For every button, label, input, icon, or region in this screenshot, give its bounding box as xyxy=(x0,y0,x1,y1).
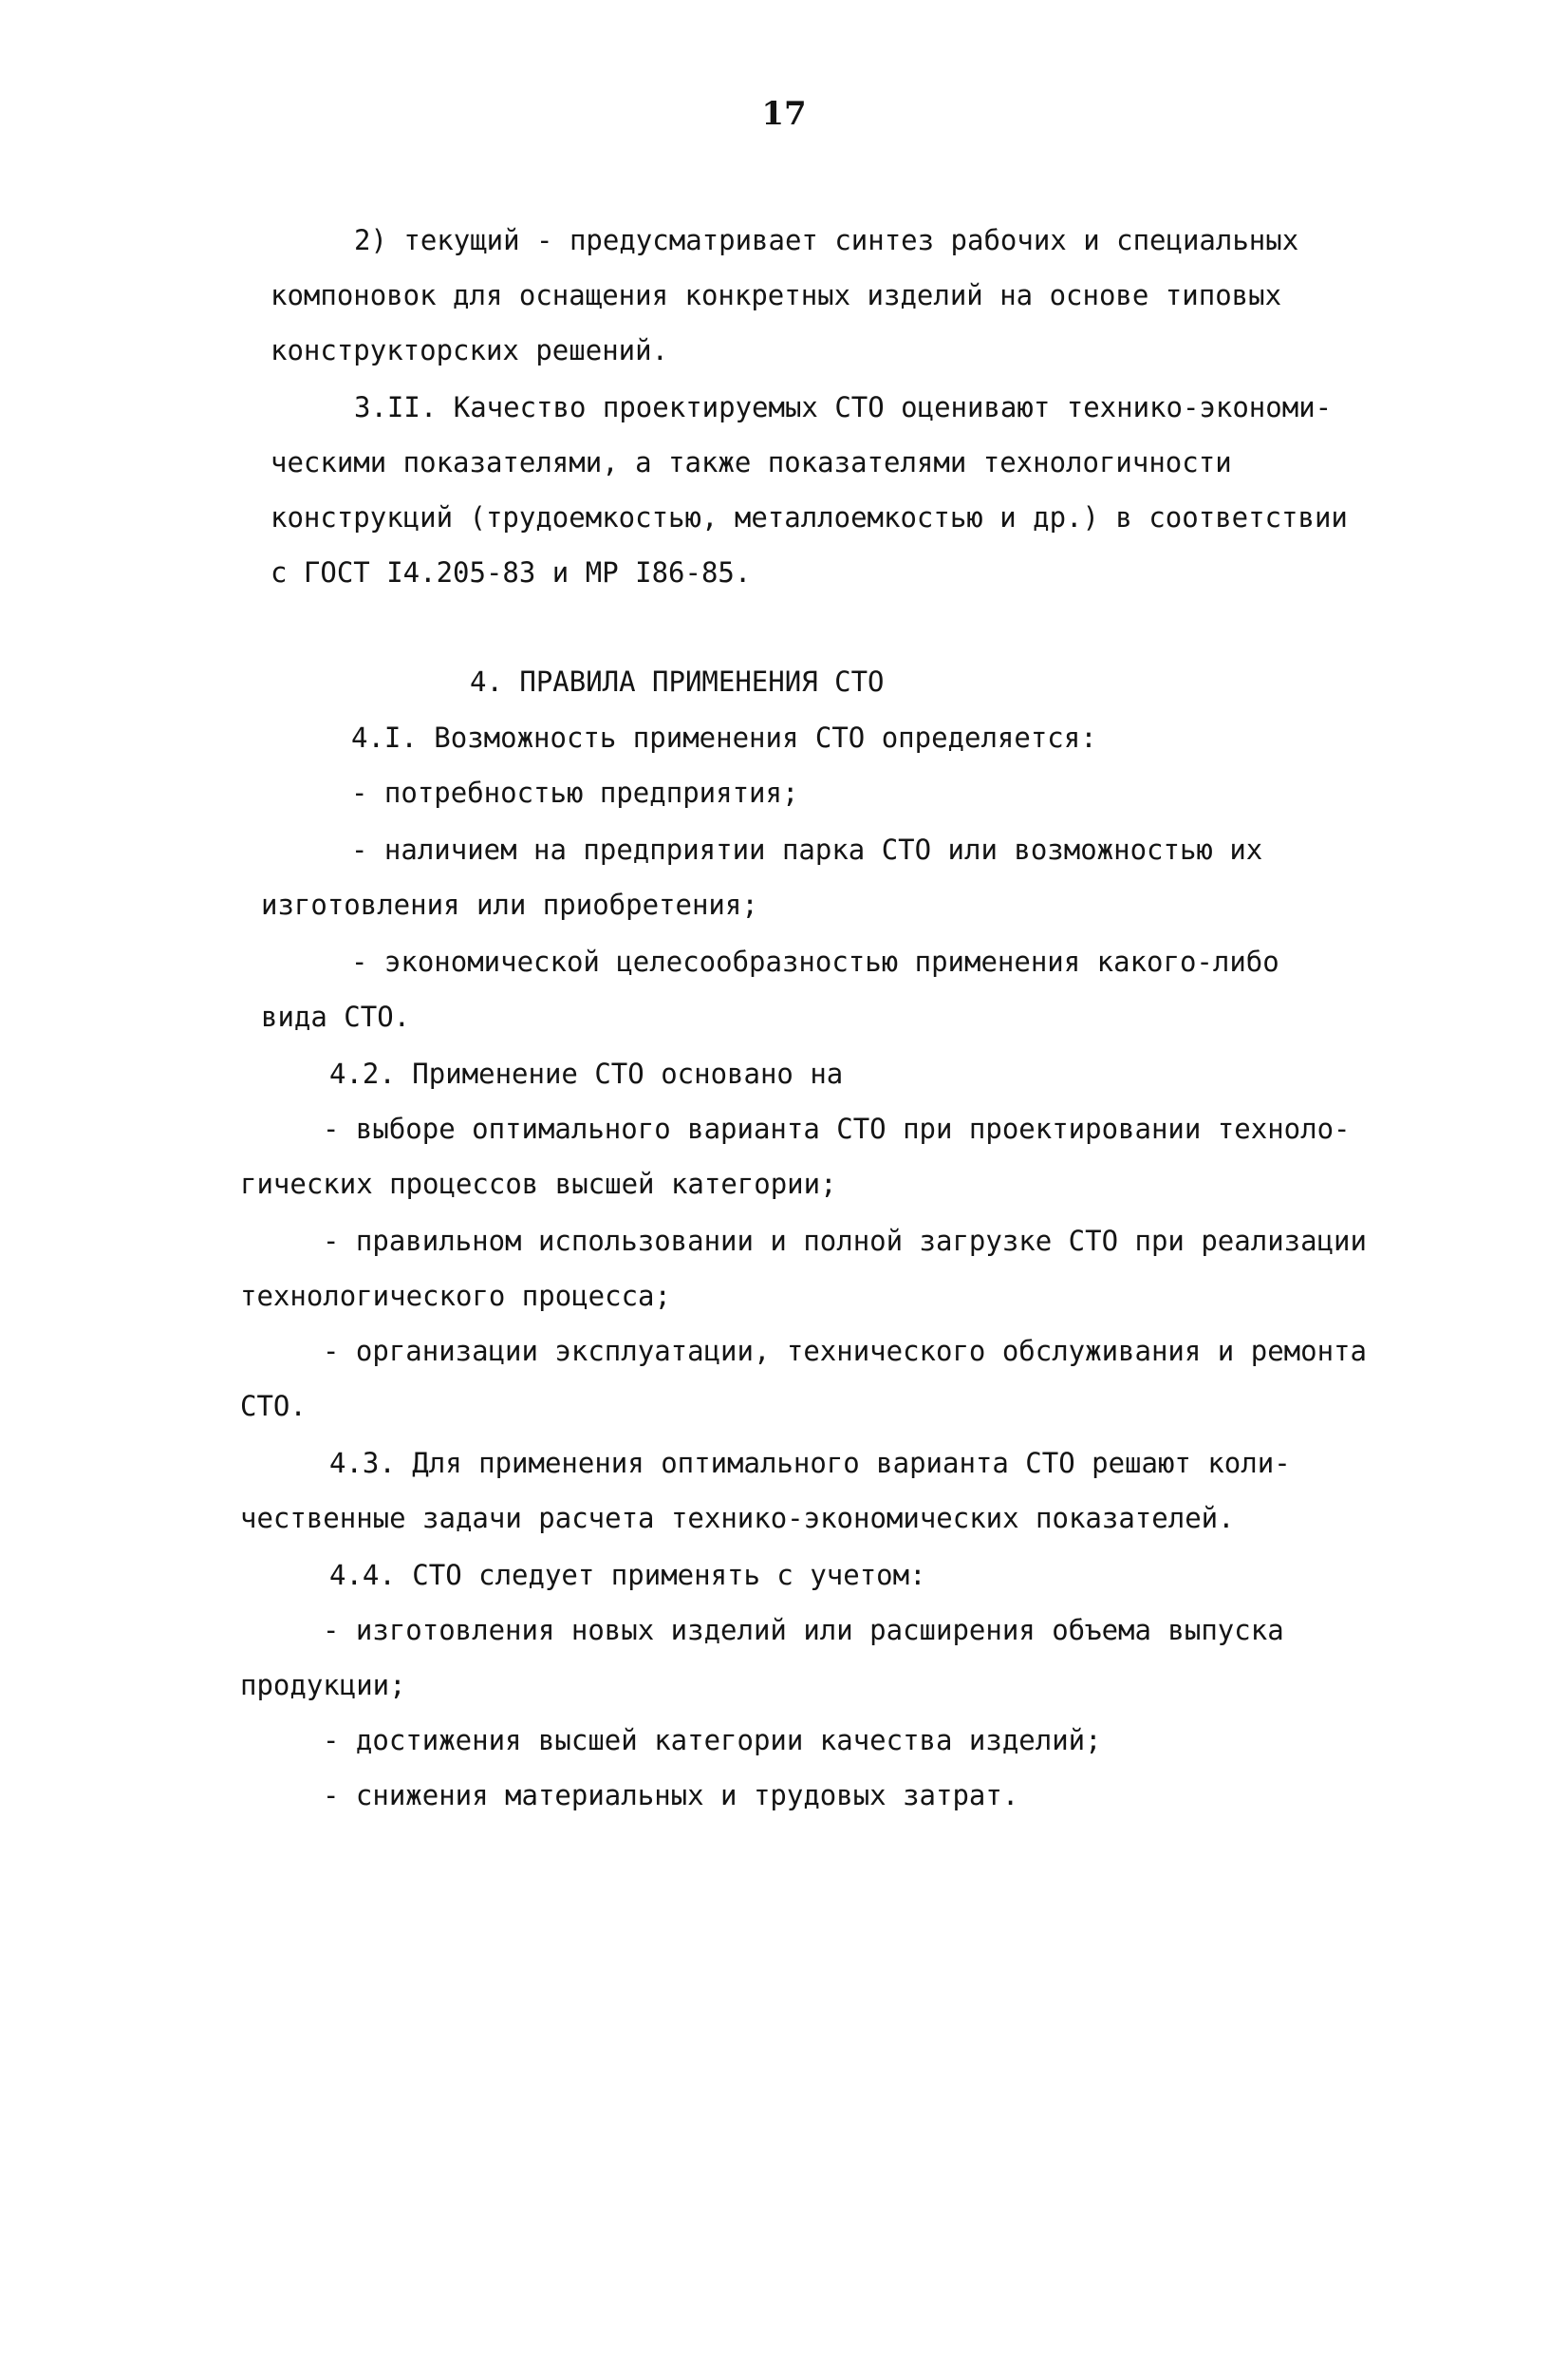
text-line: - правильном использовании и полной загрузке СТО при реализации xyxy=(323,1225,1367,1257)
text-line: компоновок для оснащения конкретных изделий на основе типовых xyxy=(271,279,1282,311)
text-line: - снижения материальных и трудовых затрат. xyxy=(323,1779,1019,1811)
text-line: изготовления или приобретения; xyxy=(261,889,758,921)
text-line: продукции; xyxy=(240,1669,406,1701)
section-heading: 4. ПРАВИЛА ПРИМЕНЕНИЯ СТО xyxy=(470,666,885,698)
text-line: ческими показателями, а также показателями технологичности xyxy=(271,446,1232,478)
text-line: - наличием на предприятии парка СТО или возможностью их xyxy=(351,834,1263,866)
text-line: технологического процесса; xyxy=(240,1280,671,1312)
text-line: гических процессов высшей категории; xyxy=(240,1168,837,1200)
text-line: - потребностью предприятия; xyxy=(351,777,799,809)
page-number: 17 xyxy=(761,95,807,133)
text-line: - изготовления новых изделий или расширения объема выпуска xyxy=(323,1614,1284,1646)
text-line: 3.II. Качество проектируемых СТО оценивают технико-экономи- xyxy=(354,391,1333,423)
text-line: - организации эксплуатации, технического обслуживания и ремонта xyxy=(323,1335,1367,1367)
text-line: - достижения высшей категории качества изделий; xyxy=(323,1724,1102,1756)
text-line: 4.2. Применение СТО основано на xyxy=(329,1058,844,1090)
text-line: вида СТО. xyxy=(261,1001,411,1033)
text-line: СТО. xyxy=(240,1390,307,1422)
text-line: 4.I. Возможность применения СТО определяется: xyxy=(351,722,1097,754)
text-line: с ГОСТ I4.205-83 и МР I86-85. xyxy=(271,556,752,589)
text-line: - экономической целесообразностью применения какого-либо xyxy=(351,946,1279,978)
text-line: 2) текущий - предусматривает синтез рабочих и специальных xyxy=(354,224,1299,256)
text-line: 4.3. Для применения оптимального варианта СТО решают коли- xyxy=(329,1447,1291,1479)
text-line: конструкций (трудоемкостью, металлоемкостью и др.) в соответствии xyxy=(271,501,1348,534)
text-line: конструкторских решений. xyxy=(271,334,669,366)
text-line: чественные задачи расчета технико-экономических показателей. xyxy=(240,1502,1235,1534)
text-line: 4.4. СТО следует применять с учетом: xyxy=(329,1559,926,1591)
text-line: - выборе оптимального варианта СТО при проектировании техноло- xyxy=(323,1113,1351,1145)
